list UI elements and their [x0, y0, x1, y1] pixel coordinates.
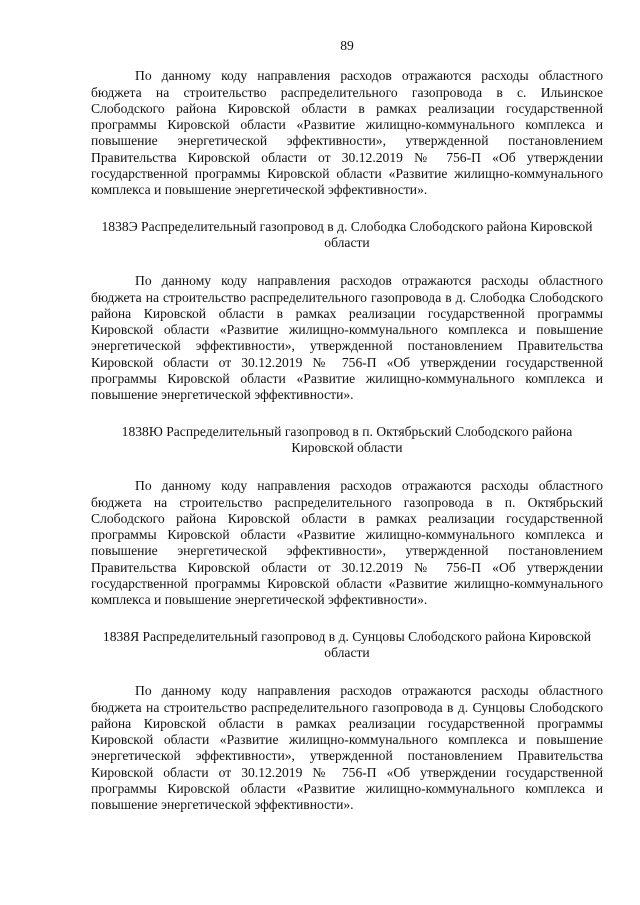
section — [91, 424, 603, 609]
section-heading: 1838Я Распределительный газопровод в д. Сунцовы Слободского района Кировской области — [102, 628, 592, 660]
section-paragraph: По данному коду направления расходов отражаются расходы областного бюджета на строительство распределительного газопровода в д. Сунцовы Слободского района Кировской области в рамках реализации государственной программы Кировской области «Развитие жилищно-коммунального комплекса и повышение энергетической эффективности», утвержденной постановлением Правительства Кировской области от 30.12.2019 № 756-П «Об утверждении государственной программы Кировской области «Развитие жилищно-коммунального комплекса и повышение энергетической эффективности». — [91, 683, 603, 813]
intro-paragraph: По данному коду направления расходов отражаются расходы областного бюджета на строительство распределительного газопровода в с. Ильинское Слободского района Кировской области в рамках реализации государственной программы Кировской области «Развитие жилищно-коммунального комплекса и повышение энергетической эффективности», утвержденной постановлением Правительства Кировской области от 30.12.2019 № 756-П «Об утверждении государственной программы Кировской области «Развитие жилищно-коммунального комплекса и повышение энергетической эффективности». — [91, 68, 603, 198]
page-number: 89 — [340, 38, 354, 53]
section-heading: 1838Ю Распределительный газопровод в п. Октябрьский Слободского района Кировской области — [121, 423, 573, 455]
section-heading: 1838Э Распределительный газопровод в д. Слободка Слободского района Кировской области — [101, 218, 593, 250]
section-paragraph: По данному коду направления расходов отражаются расходы областного бюджета на строительство распределительного газопровода в п. Октябрьский Слободского района Кировской области в рамках реализации государственной программы Кировской области «Развитие жилищно-коммунального комплекса и повышение энергетической эффективности», утвержденной постановлением Правительства Кировской области от 30.12.2019 № 756-П «Об утверждении государственной программы Кировской области «Развитие жилищно-коммунального комплекса и повышение энергетической эффективности». — [91, 478, 603, 608]
section — [91, 219, 603, 404]
section — [91, 629, 603, 814]
section-paragraph: По данному коду направления расходов отражаются расходы областного бюджета на строительство распределительного газопровода в д. Слободка Слободского района Кировской области в рамках реализации государственной программы Кировской области «Развитие жилищно-коммунального комплекса и повышение энергетической эффективности», утвержденной постановлением Правительства Кировской области от 30.12.2019 № 756-П «Об утверждении государственной программы Кировской области «Развитие жилищно-коммунального комплекса и повышение энергетической эффективности». — [91, 273, 603, 403]
